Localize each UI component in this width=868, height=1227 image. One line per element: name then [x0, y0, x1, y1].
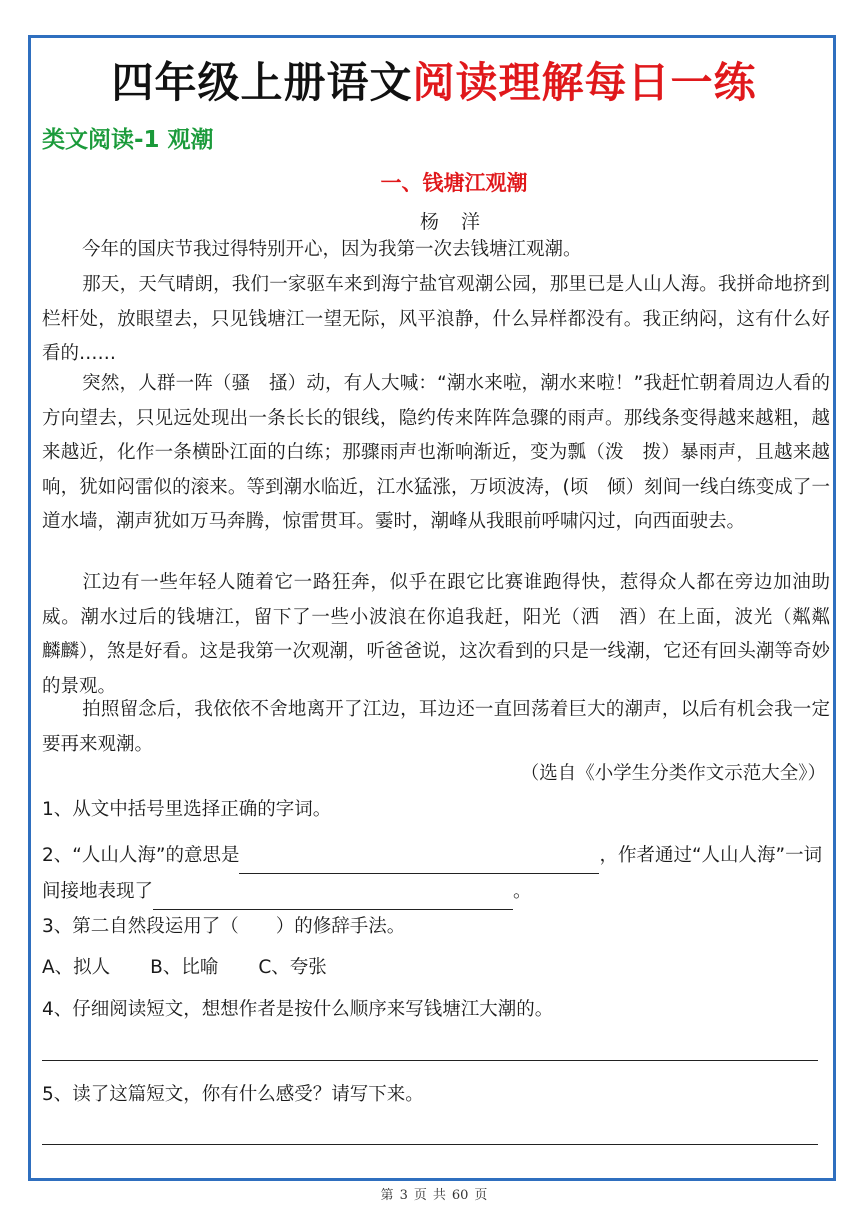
- option-c[interactable]: C、夸张: [258, 957, 327, 978]
- footer-text: 页: [413, 1188, 427, 1203]
- question-3: 3、第二自然段运用了（ ）的修辞手法。: [42, 916, 406, 937]
- question-5: 5、读了这篇短文，你有什么感受？请写下来。: [42, 1084, 424, 1105]
- footer-text: 第: [380, 1188, 394, 1203]
- paragraph-text: 拍照留念后，我依依不舍地离开了江边，耳边还一直回荡着巨大的潮声，以后有机会我一定要再来观潮。: [42, 699, 830, 755]
- article-paragraph-1: [42, 233, 830, 268]
- question-2-part-b: ，作者通过“人山人海”一词间接地表现了: [42, 845, 823, 902]
- article-paragraph-3: [42, 367, 830, 540]
- question-4: 4、仔细阅读短文，想想作者是按什么顺序来写钱塘江大潮的。: [42, 999, 554, 1020]
- answer-blank-2b[interactable]: [153, 889, 513, 910]
- question-1: 1、从文中括号里选择正确的字词。: [42, 799, 332, 820]
- question-2: [42, 838, 832, 910]
- page-footer: [0, 1186, 868, 1206]
- article-author: 杨 洋: [419, 211, 489, 233]
- question-2-part-c: 。: [513, 881, 532, 902]
- page-title-red: 阅读理解每日一练: [412, 58, 757, 107]
- footer-total-pages: 60: [451, 1188, 469, 1203]
- question-3-options: [42, 953, 832, 983]
- answer-line-4[interactable]: [42, 1060, 818, 1061]
- paragraph-text: 那天，天气晴朗，我们一家驱车来到海宁盐官观潮公园，那里已是人山人海。我拼命地挤到栏杆处，放眼望去，只见钱塘江一望无际，风平浪静，什么异样都没有。我正纳闷，这有什么好看的……: [42, 274, 830, 364]
- section-label: 类文阅读-1 观潮: [42, 127, 214, 153]
- footer-text: 共: [432, 1188, 446, 1203]
- footer-text: 页: [474, 1188, 488, 1203]
- article-paragraph-4: [42, 566, 849, 704]
- paragraph-text: 突然，人群一阵（骚 搔）动，有人大喊：“潮水来啦，潮水来啦！”我赶忙朝着周边人看的方向望去，只见远处现出一条长长的银线，隐约传来阵阵急骤的雨声。那线条变得越来越粗，越来越近，化作一条横卧江面的白练；那骤雨声也渐响渐近，变为瓢（泼 拨）暴雨声，且越来越响，犹如闷雷似的滚来。等到潮水临近，江水猛涨，万顷波涛，(顷 倾）刻间一线白练变成了一道水墙，潮声犹如万马奔腾，惊雷贯耳。霎时，潮峰从我眼前呼啸闪过，向西面驶去。: [42, 373, 830, 532]
- paragraph-text: 今年的国庆节我过得特别开心，因为我第一次去钱塘江观潮。: [82, 239, 582, 260]
- question-2-part-a: 2、“人山人海”的意思是: [42, 845, 240, 866]
- option-b[interactable]: B、比喻: [150, 957, 219, 978]
- article-title: 一、钱塘江观潮: [380, 171, 528, 195]
- option-a[interactable]: A、拟人: [42, 957, 111, 978]
- article-paragraph-5: [42, 693, 830, 762]
- article-paragraph-2: [42, 268, 830, 372]
- page-title-black: 四年级上册语文: [111, 58, 413, 107]
- page-title: [0, 55, 868, 111]
- paragraph-text: 江边有一些年轻人随着它一路狂奔，似乎在跟它比赛谁跑得快，惹得众人都在旁边加油助威。潮水过后的钱塘江，留下了一些小波浪在你追我赶，阳光（洒 酒）在上面，波光（粼粼 麟麟），煞是好看。这是我第一次观潮，听爸爸说，这次看到的只是一线潮，它还有回头潮等奇妙的景观。: [42, 572, 849, 697]
- footer-page-number: 3: [399, 1188, 408, 1203]
- answer-blank-2a[interactable]: [239, 853, 599, 874]
- article-source: （选自《小学生分类作文示范大全》）: [520, 763, 826, 784]
- answer-line-5[interactable]: [42, 1144, 818, 1145]
